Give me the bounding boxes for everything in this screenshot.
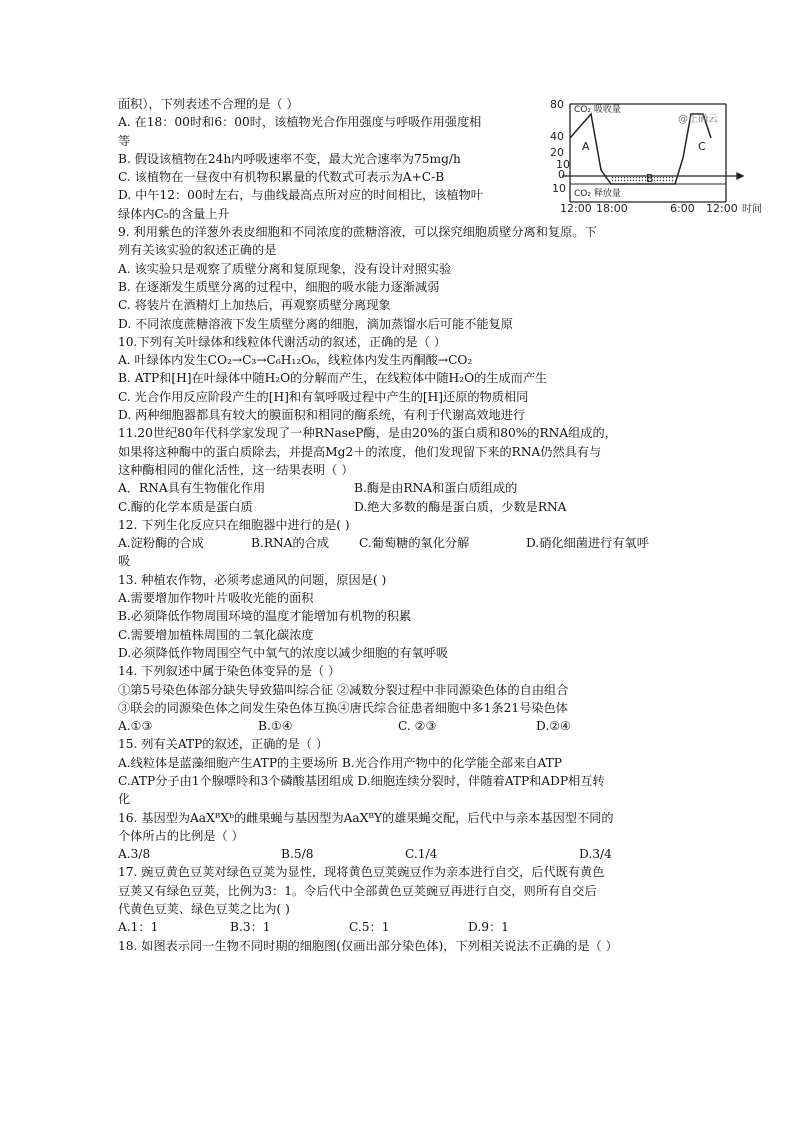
text-line: A. 叶绿体内发生CO₂→C₃→C₆H₁₂O₆，线粒体内发生丙酮酸→CO₂ [118, 353, 473, 368]
option-c: C.5：1 [349, 920, 390, 935]
option-d: D.3/4 [579, 847, 612, 862]
text-line: A. 在18：00时和6：00时，该植物光合作用强度与呼吸作用强度相 [118, 115, 482, 130]
question-stem: 18. 如图表示同一生物不同时期的细胞图(仅画出部分染色体)，下列相关说法不正确的是（ ） [118, 938, 618, 953]
option-a: A.淀粉酶的合成 [118, 536, 204, 551]
question-stem: 14. 下列叙述中属于染色体变异的是（ ） [118, 664, 341, 679]
text-line: D. 两种细胞器都具有较大的膜面积和相同的酶系统，有利于代谢高效地进行 [118, 408, 526, 423]
x-tick: 12:00 [560, 202, 592, 214]
q12-options [118, 534, 698, 552]
option-c: C.葡萄糖的氧化分解 [359, 536, 470, 551]
q11-options [118, 479, 698, 497]
option-d: D.绝大多数的酶是蛋白质，少数是RNA [354, 499, 567, 514]
region-b-label: B [646, 172, 654, 185]
y-tick-labels [550, 98, 570, 195]
text-line: 9. 利用紫色的洋葱外表皮细胞和不同浓度的蔗糖溶液，可以探究细胞质壁分离和复原。下 [118, 225, 597, 240]
option-a: A.①③ [118, 719, 153, 734]
y-tick: 10 [556, 158, 570, 171]
text-line: 吸 [118, 554, 131, 569]
option-b: B.酶是由RNA和蛋白质组成的 [354, 481, 518, 496]
bottom-axis-label: CO₂ 释放量 [574, 189, 621, 199]
top-axis-label: CO₂ 吸收量 [574, 105, 621, 115]
text-line: B.必须降低作物周围环境的温度才能增加有机物的积累 [118, 609, 412, 624]
text-line: 11.20世纪80年代科学家发现了一种RNaseP酶，是由20%的蛋白质和80%的RNA组成的， [118, 426, 617, 441]
text-line: 这种酶相同的催化活性，这一结果表明（ ） [118, 462, 354, 477]
text-line: C.需要增加植株周围的二氧化碳浓度 [118, 627, 314, 642]
text-line: 等 [118, 133, 131, 148]
q16-options [118, 845, 698, 863]
x-axis-label: 时间 [742, 204, 762, 214]
text-line: 绿体内C₅的含量上升 [118, 206, 230, 221]
option-c: C.酶的化学本质是蛋白质 [118, 499, 253, 514]
q14-options [118, 717, 698, 735]
text-line: A.线粒体是蓝藻细胞产生ATP的主要场所 B.光合作用产物中的化学能全部来自ATP [118, 755, 562, 770]
text-line: ③联会的同源染色体之间发生染色体互换④唐氏综合征患者细胞中多1条21号染色体 [118, 700, 568, 715]
text-line: 个体所占的比例是（ ） [118, 828, 244, 843]
x-tick: 18:00 [596, 202, 628, 214]
option-a: A.3/8 [118, 847, 151, 862]
question-stem: 16. 基因型为AaXᴮXᵇ的雌果蝇与基因型为AaXᴮY的雄果蝇交配，后代中与亲本基因型不同的 [118, 810, 614, 825]
q11-options [118, 498, 698, 516]
option-a: A.1：1 [118, 920, 159, 935]
option-d: D.硝化细菌进行有氧呼 [526, 536, 649, 551]
text-line: 10.下列有关叶绿体和线粒体代谢活动的叙述，正确的是（ ） [118, 334, 446, 349]
region-a-label: A [582, 140, 590, 153]
option-d: D.9：1 [468, 920, 509, 935]
y-tick: 40 [550, 130, 564, 143]
y-tick: 10 [552, 182, 566, 195]
watermark: @正确云 [678, 114, 718, 125]
x-tick-labels [560, 202, 762, 214]
option-b: B.①④ [258, 719, 293, 734]
y-tick: 0 [558, 168, 565, 181]
option-d: D.②④ [536, 719, 572, 734]
text-line: C. 光合作用反应阶段产生的[H]和有氧呼吸过程中产生的[H]还原的物质相同 [118, 389, 529, 404]
question-stem: 13. 种植农作物，必须考虑通风的问题，原因是( ) [118, 572, 387, 587]
text-line: A.需要增加作物叶片吸收光能的面积 [118, 591, 314, 606]
y-tick: 80 [550, 98, 564, 111]
text-line: B. 在逐渐发生质壁分离的过程中，细胞的吸水能力逐渐减弱 [118, 279, 440, 294]
option-b: B.RNA的合成 [251, 536, 330, 551]
option-b: B.5/8 [281, 847, 314, 862]
text-line: C. 将装片在酒精灯上加热后，再观察质壁分离现象 [118, 298, 391, 313]
question-stem: 15. 列有关ATP的叙述，正确的是（ ） [118, 737, 329, 752]
region-b-shading [612, 177, 674, 183]
option-c: C.1/4 [405, 847, 438, 862]
text-line: B. 假设该植物在24h内呼吸速率不变，最大光合速率为75mg/h [118, 151, 461, 166]
text-line: B. ATP和[H]在叶绿体中随H₂O的分解而产生，在线粒体中随H₂O的生成而产生 [118, 371, 548, 386]
text-line: D. 中午12：00时左右，与曲线最高点所对应的时间相比，该植物叶 [118, 188, 483, 203]
option-b: B.3：1 [230, 920, 271, 935]
text-line: C.ATP分子由1个腺嘌呤和3个磷酸基团组成 D.细胞连续分裂时，伴随着ATP和ADP相互转 [118, 773, 605, 788]
text-line: D. 不同浓度蔗糖溶液下发生质壁分离的细胞，滴加蒸馏水后可能不能复原 [118, 316, 513, 331]
region-c-label: C [698, 140, 706, 153]
option-a: A．RNA具有生物催化作用 [118, 481, 266, 496]
text-line: D.必须降低作物周围空气中氧气的浓度以减少细胞的有氧呼吸 [118, 645, 449, 660]
document-page [118, 95, 698, 955]
text-line: 豆荚又有绿色豆荚，比例为3：1。令后代中全部黄色豆荚豌豆再进行自交，则所有自交后 [118, 883, 597, 898]
q17-options [118, 918, 698, 936]
question-stem: 12. 下列生化反应只在细胞器中进行的是( ) [118, 517, 350, 532]
text-line: 代黄色豆荚、绿色豆荚之比为( ) [118, 902, 290, 917]
y-tick: 20 [550, 146, 564, 159]
text-line: A. 该实验只是观察了质壁分离和复原现象，没有设计对照实验 [118, 261, 452, 276]
co2-exchange-figure [548, 98, 770, 214]
text-line: C. 该植物在一昼夜中有机物积累量的代数式可表示为A+C-B [118, 170, 445, 185]
text-line: 化 [118, 792, 131, 807]
text-line: 面积），下列表述不合理的是（ ） [118, 97, 299, 111]
co2-curve-diagram [548, 98, 770, 214]
x-tick: 12:00 [706, 202, 738, 214]
x-tick: 6:00 [670, 202, 695, 214]
question-stem: 17. 豌豆黄色豆荚对绿色豆荚为显性，现将黄色豆荚豌豆作为亲本进行自交，后代既有黄色 [118, 865, 605, 880]
option-c: C. ②③ [398, 719, 437, 734]
text-line: 如果将这种酶中的蛋白质除去，并提高Mg2＋的浓度，他们发现留下来的RNA仍然具有与 [118, 444, 602, 459]
text-line: ①第5号染色体部分缺失导致猫叫综合征 ②减数分裂过程中非同源染色体的自由组合 [118, 682, 569, 697]
text-line: 列有关该实验的叙述正确的是 [118, 243, 277, 258]
